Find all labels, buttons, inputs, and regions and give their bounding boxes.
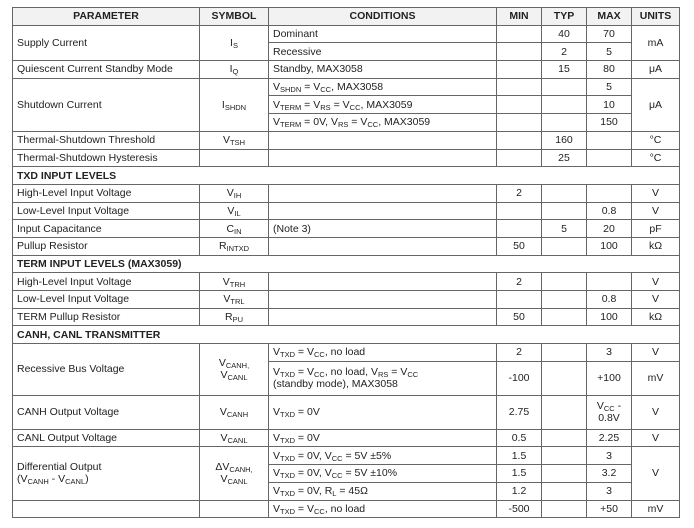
section-row	[13, 255, 680, 273]
param-txd-vih: High-Level Input Voltage	[13, 184, 200, 202]
min-cell: 2.75	[497, 395, 542, 429]
symbol-iq: $I_Q$	[200, 61, 269, 79]
unit-cell: kΩ	[632, 237, 680, 255]
max-cell: 70	[587, 25, 632, 43]
min-cell: 1.5	[497, 447, 542, 465]
cond-vterm-zero: $V_{TERM} = 0V$, $V_{RS} = V_{CC}$, MAX3059	[269, 114, 497, 132]
symbol-cin: $C_{IN}$	[200, 220, 269, 238]
symbol-ishdn: $I_{SHDN}$	[200, 78, 269, 131]
typ-cell: 40	[542, 25, 587, 43]
param-term-rpu: TERM Pullup Resistor	[13, 308, 200, 326]
unit-cell: V	[632, 184, 680, 202]
typ-cell: 5	[542, 220, 587, 238]
cond-standby: Standby, MAX3058	[269, 61, 497, 79]
min-cell	[497, 78, 542, 96]
section-row	[13, 326, 680, 344]
typ-cell: 160	[542, 131, 587, 149]
typ-cell	[542, 202, 587, 220]
table-row	[13, 395, 680, 429]
header-max: MAX	[587, 8, 632, 26]
section-row	[13, 167, 680, 185]
min-cell	[497, 291, 542, 309]
min-cell: 2	[497, 273, 542, 291]
unit-cell: V	[632, 344, 680, 362]
max-cell	[587, 184, 632, 202]
header-min: MIN	[497, 8, 542, 26]
param-canh-output-voltage: CANH Output Voltage	[13, 395, 200, 429]
table-row	[13, 237, 680, 255]
typ-cell	[542, 500, 587, 518]
header-row	[13, 8, 680, 26]
unit-cell: V	[632, 202, 680, 220]
symbol-vtrh: $V_{TRH}$	[200, 273, 269, 291]
table-row	[13, 184, 680, 202]
cond-cell	[269, 273, 497, 291]
symbol-vtsh: $V_{TSH}$	[200, 131, 269, 149]
max-cell: 3	[587, 447, 632, 465]
typ-cell	[542, 395, 587, 429]
param-term-vil: Low-Level Input Voltage	[13, 291, 200, 309]
unit-cell: μA	[632, 61, 680, 79]
max-cell: 5	[587, 43, 632, 61]
min-cell: 1.5	[497, 465, 542, 483]
unit-cell: mV	[632, 500, 680, 518]
min-cell	[497, 61, 542, 79]
cond-dominant: Dominant	[269, 25, 497, 43]
cond-cell	[269, 291, 497, 309]
typ-cell	[542, 429, 587, 447]
min-cell	[497, 202, 542, 220]
typ-cell	[542, 237, 587, 255]
min-cell	[497, 114, 542, 132]
cond-txd-vcc-noload: $V_{TXD} = V_{CC}$, no load	[269, 344, 497, 362]
typ-cell	[542, 361, 587, 395]
max-cell: 20	[587, 220, 632, 238]
param-cell	[13, 500, 200, 518]
max-cell: 100	[587, 308, 632, 326]
typ-cell	[542, 184, 587, 202]
cond-cell	[269, 237, 497, 255]
header-conditions: CONDITIONS	[269, 8, 497, 26]
unit-cell: °C	[632, 149, 680, 167]
unit-cell: V	[632, 447, 680, 500]
cond-txd-vrs-standby: $V_{TXD} = V_{CC}$, no load, $V_{RS} = V_{CC}$ (standby mode), MAX3058	[269, 361, 497, 395]
min-cell	[497, 43, 542, 61]
section-txd-input-levels: TXD INPUT LEVELS	[13, 167, 680, 185]
max-cell: +100	[587, 361, 632, 395]
unit-cell: mV	[632, 361, 680, 395]
unit-cell: V	[632, 429, 680, 447]
symbol-rpu: $R_{PU}$	[200, 308, 269, 326]
cond-txd-zero: $V_{TXD} = 0V$	[269, 395, 497, 429]
min-cell	[497, 96, 542, 114]
table-row	[13, 25, 680, 43]
param-txd-pullup: Pullup Resistor	[13, 237, 200, 255]
typ-cell: 25	[542, 149, 587, 167]
max-cell	[587, 131, 632, 149]
max-cell: 3	[587, 482, 632, 500]
typ-cell: 15	[542, 61, 587, 79]
max-cell: 2.25	[587, 429, 632, 447]
param-canl-output-voltage: CANL Output Voltage	[13, 429, 200, 447]
symbol-vih: $V_{IH}$	[200, 184, 269, 202]
typ-cell	[542, 291, 587, 309]
unit-cell: μA	[632, 78, 680, 131]
symbol-delta-vcanh-vcanl: $\Delta V_{CANH,}$ $V_{CANL}$	[200, 447, 269, 500]
param-differential-output: Differential Output $(V_{CANH} - V_{CANL})$	[13, 447, 200, 500]
table-row	[13, 61, 680, 79]
symbol-vcanl: $V_{CANL}$	[200, 429, 269, 447]
min-cell	[497, 149, 542, 167]
table-row	[13, 291, 680, 309]
max-cell	[587, 273, 632, 291]
max-cell: 10	[587, 96, 632, 114]
param-txd-vil: Low-Level Input Voltage	[13, 202, 200, 220]
typ-cell	[542, 308, 587, 326]
param-recessive-bus-voltage: Recessive Bus Voltage	[13, 344, 200, 396]
cond-rl-45: $V_{TXD} = 0V$, $R_L = 45\Omega$	[269, 482, 497, 500]
table-row	[13, 447, 680, 465]
symbol-vtrl: $V_{TRL}$	[200, 291, 269, 309]
param-thermal-hysteresis: Thermal-Shutdown Hysteresis	[13, 149, 200, 167]
typ-cell	[542, 482, 587, 500]
unit-cell: V	[632, 395, 680, 429]
cond-recessive: Recessive	[269, 43, 497, 61]
table-row	[13, 78, 680, 96]
cond-txd-vcc-noload: $V_{TXD} = V_{CC}$, no load	[269, 500, 497, 518]
table-row	[13, 273, 680, 291]
typ-cell	[542, 447, 587, 465]
table-row	[13, 344, 680, 362]
min-cell: 0.5	[497, 429, 542, 447]
param-term-vih: High-Level Input Voltage	[13, 273, 200, 291]
table-row	[13, 149, 680, 167]
header-parameter: PARAMETER	[13, 8, 200, 26]
param-shutdown-current: Shutdown Current	[13, 78, 200, 131]
cond-cell	[269, 184, 497, 202]
param-thermal-threshold: Thermal-Shutdown Threshold	[13, 131, 200, 149]
typ-cell	[542, 114, 587, 132]
param-supply-current: Supply Current	[13, 25, 200, 60]
min-cell: -100	[497, 361, 542, 395]
min-cell	[497, 25, 542, 43]
symbol-vil: $V_{IL}$	[200, 202, 269, 220]
min-cell: 2	[497, 184, 542, 202]
max-cell: 5	[587, 78, 632, 96]
table-row	[13, 500, 680, 518]
param-quiescent-current: Quiescent Current Standby Mode	[13, 61, 200, 79]
table-row	[13, 308, 680, 326]
unit-cell: V	[632, 291, 680, 309]
table-row	[13, 131, 680, 149]
typ-cell	[542, 273, 587, 291]
max-cell: 0.8	[587, 202, 632, 220]
max-cell	[587, 149, 632, 167]
table-row	[13, 429, 680, 447]
unit-cell: pF	[632, 220, 680, 238]
cond-cell	[269, 149, 497, 167]
unit-cell: kΩ	[632, 308, 680, 326]
typ-cell	[542, 96, 587, 114]
max-cell: $V_{CC}$ - 0.8V	[587, 395, 632, 429]
symbol-cell	[200, 500, 269, 518]
param-txd-cin: Input Capacitance	[13, 220, 200, 238]
cond-vshdn: $V_{SHDN} = V_{CC}$, MAX3058	[269, 78, 497, 96]
unit-cell: °C	[632, 131, 680, 149]
cond-vterm-vrs: $V_{TERM} = V_{RS} = V_{CC}$, MAX3059	[269, 96, 497, 114]
max-cell: 3.2	[587, 465, 632, 483]
max-cell: +50	[587, 500, 632, 518]
max-cell: 150	[587, 114, 632, 132]
spec-table	[12, 7, 680, 518]
max-cell: 100	[587, 237, 632, 255]
typ-cell: 2	[542, 43, 587, 61]
header-units: UNITS	[632, 8, 680, 26]
cond-txd-zero: $V_{TXD} = 0V$	[269, 429, 497, 447]
min-cell: 1.2	[497, 482, 542, 500]
typ-cell	[542, 465, 587, 483]
cond-cell	[269, 308, 497, 326]
typ-cell	[542, 344, 587, 362]
header-typ: TYP	[542, 8, 587, 26]
symbol-vcanh: $V_{CANH}$	[200, 395, 269, 429]
cond-vcc-5pct: $V_{TXD} = 0V$, $V_{CC} = 5V \pm 5\%$	[269, 447, 497, 465]
cond-cell	[269, 202, 497, 220]
unit-cell: mA	[632, 25, 680, 60]
section-canh-canl-transmitter: CANH, CANL TRANSMITTER	[13, 326, 680, 344]
section-term-input-levels: TERM INPUT LEVELS (MAX3059)	[13, 255, 680, 273]
header-symbol: SYMBOL	[200, 8, 269, 26]
min-cell: -500	[497, 500, 542, 518]
cond-cell	[269, 131, 497, 149]
unit-cell: V	[632, 273, 680, 291]
typ-cell	[542, 78, 587, 96]
min-cell	[497, 220, 542, 238]
min-cell: 2	[497, 344, 542, 362]
symbol-vcanh-vcanl: $V_{CANH,}$ $V_{CANL}$	[200, 344, 269, 396]
table-row	[13, 220, 680, 238]
min-cell: 50	[497, 237, 542, 255]
table-row	[13, 202, 680, 220]
symbol-is: $I_S$	[200, 25, 269, 60]
cond-note3: (Note 3)	[269, 220, 497, 238]
max-cell: 0.8	[587, 291, 632, 309]
max-cell: 3	[587, 344, 632, 362]
min-cell: 50	[497, 308, 542, 326]
max-cell: 80	[587, 61, 632, 79]
cond-vcc-10pct: $V_{TXD} = 0V$, $V_{CC} = 5V \pm 10\%$	[269, 465, 497, 483]
symbol-rintxd: $R_{INTXD}$	[200, 237, 269, 255]
symbol-cell	[200, 149, 269, 167]
min-cell	[497, 131, 542, 149]
